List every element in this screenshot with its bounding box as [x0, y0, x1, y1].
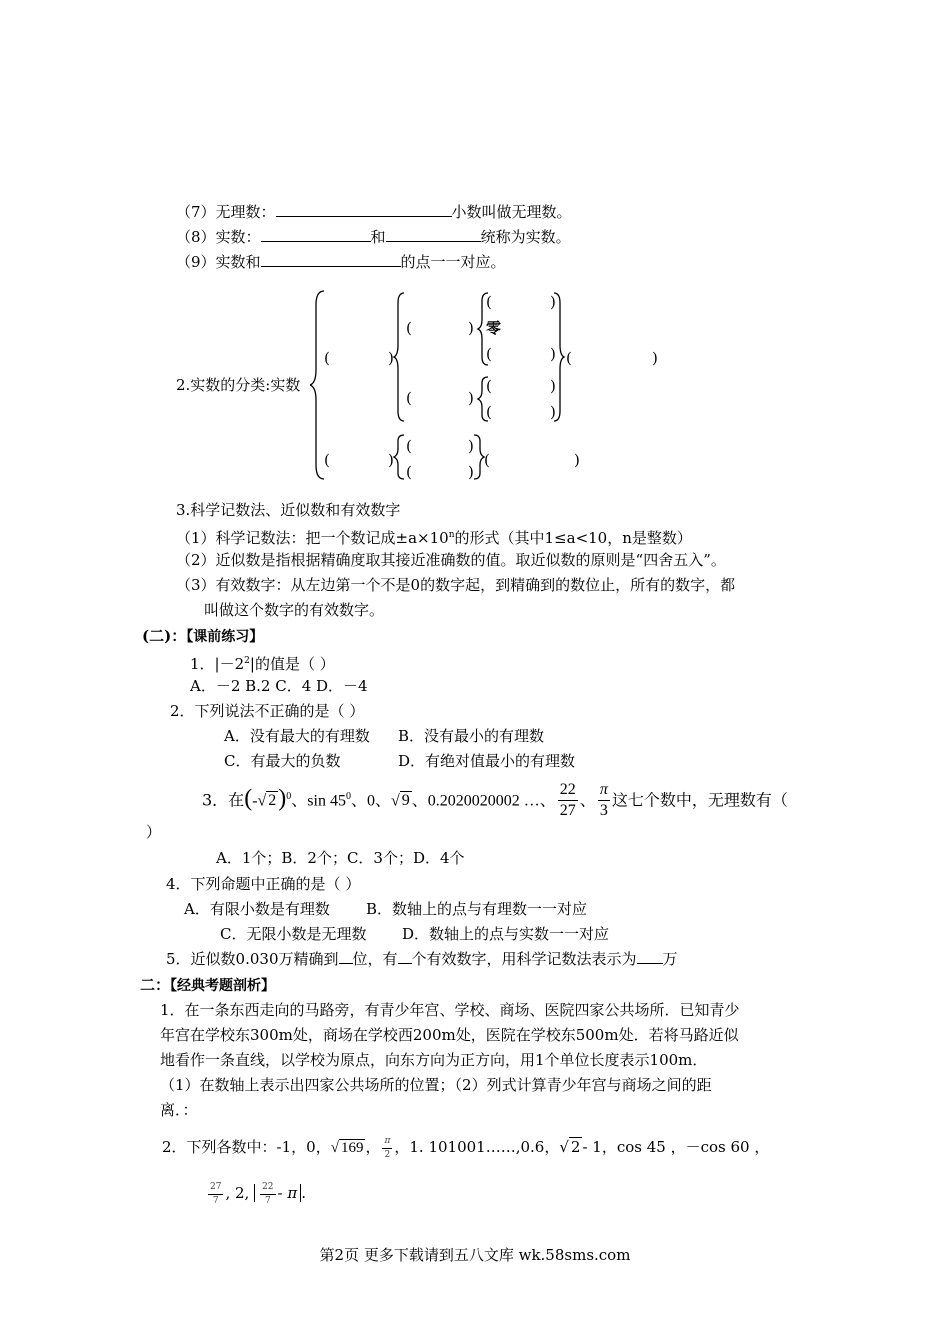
- practice-heading: (二)：【课前练习】: [142, 627, 264, 645]
- svg-text:): ): [652, 349, 658, 367]
- abs-expression: $\frac{22}{7}$ - π: [254, 1184, 301, 1202]
- practice-q4: 4．下列命题中正确的是（ ）: [166, 875, 361, 893]
- section3-item3-line2: 叫做这个数字的有效数字。: [204, 601, 385, 619]
- zero-label: 零: [486, 319, 502, 337]
- blank-q5c[interactable]: [637, 949, 663, 964]
- section3-item1: （1）科学记数法：把一个数记成$\pm a\times 10^n$的形式（其中1≤a<10，n是整数）: [176, 529, 692, 547]
- fraction-22-27: $\frac{22}{27}$: [559, 781, 576, 820]
- practice-q2-opt-c: C．有最大的负数: [224, 752, 341, 770]
- svg-text:(: (: [486, 377, 492, 395]
- section3-item3-line1: （3）有效数字：从左边第一个不是0的数字起，到精确到的数位止，所有的数字，都: [176, 576, 736, 594]
- analysis-p1-line2: 年宫在学校东300m处，商场在学校西200m处，医院在学校东500m处．若将马路近似: [160, 1026, 739, 1044]
- svg-text:(: (: [484, 451, 490, 469]
- practice-q3: 3．在(-√ 2)$^0$、$\sin 45^0$、0、√ 9 、0.2020020002 …、 $\frac{22}{27}$ 、 $\frac{\pi}{3}$ 这七个数中，无理数有（: [202, 781, 788, 820]
- item-8: （8）实数： 和 统称为实数。: [176, 228, 571, 246]
- svg-text:): ): [574, 451, 580, 469]
- svg-text:(: (: [406, 389, 412, 407]
- item-9: （9）实数和 的点一一对应。: [176, 253, 506, 271]
- practice-q4-opt-b: B．数轴上的点与有理数一一对应: [366, 900, 588, 918]
- practice-q2: 2．下列说法不正确的是（ ）: [170, 702, 365, 720]
- section3-item2: （2）近似数是指根据精确度取其接近准确数的值。取近似数的原则是“四舍五入”。: [176, 551, 726, 569]
- blank-8b[interactable]: [386, 227, 481, 242]
- analysis-p1-line1: 1．在一条东西走向的马路旁，有青少年宫、学校、商场、医院四家公共场所．已知青少: [160, 1001, 740, 1019]
- practice-q1: 1．$|-2^2|$的值是（ ）: [190, 655, 335, 673]
- svg-text:(: (: [486, 403, 492, 421]
- svg-text:(: (: [406, 463, 412, 481]
- svg-text:): ): [468, 319, 474, 337]
- svg-text:): ): [550, 377, 556, 395]
- analysis-p1-line4: （1）在数轴上表示出四家公共场所的位置；（2）列式计算青少年宫与商场之间的距: [160, 1076, 712, 1094]
- classification-label: 2.实数的分类:实数: [176, 376, 301, 394]
- paren-rational: (: [324, 349, 330, 367]
- fraction-pi-2: $\frac{\pi}{2}$: [384, 1135, 391, 1160]
- analysis-p1-line5: 离．：: [160, 1101, 198, 1119]
- practice-q4-opt-d: D．数轴上的点与实数一一对应: [402, 925, 610, 943]
- svg-text:): ): [550, 293, 556, 311]
- svg-text:): ): [550, 403, 556, 421]
- practice-q1-options: A．－2 B.2 C．4 D．－4: [190, 677, 368, 695]
- svg-text:(: (: [324, 451, 330, 469]
- practice-q4-opt-a: A．有限小数是有理数: [184, 900, 330, 918]
- practice-q2-opt-a: A．没有最大的有理数: [224, 727, 370, 745]
- svg-text:): ): [550, 345, 556, 363]
- page-footer: 第2页 更多下载请到五八文库 wk.58sms.com: [319, 1246, 631, 1264]
- practice-q2-opt-d: D．有绝对值最小的有理数: [398, 752, 576, 770]
- svg-text:): ): [468, 463, 474, 481]
- blank-8a[interactable]: [261, 227, 371, 242]
- blank-7[interactable]: [276, 202, 452, 217]
- fraction-27-7: $\frac{27}{7}$: [210, 1181, 222, 1206]
- svg-text:(: (: [486, 345, 492, 363]
- analysis-p2-line2: $\frac{27}{7}$ , 2, $\frac{22}{7}$ - π .: [210, 1181, 307, 1206]
- classification-diagram: [310, 285, 680, 485]
- svg-text:(: (: [566, 349, 572, 367]
- svg-text:(: (: [406, 437, 412, 455]
- analysis-heading: 二：【经典考题剖析】: [140, 976, 276, 994]
- svg-text:): ): [468, 389, 474, 407]
- svg-text:): ): [468, 437, 474, 455]
- practice-q3-options: A．1个；B．2个；C．3个；D．4个: [216, 849, 465, 867]
- item-7: （7）无理数： 小数叫做无理数。: [176, 203, 572, 221]
- analysis-p1-line3: 地看作一条直线，以学校为原点，向东方向为正方向，用1个单位长度表示100m．: [160, 1051, 708, 1069]
- practice-q2-opt-b: B．没有最小的有理数: [398, 727, 545, 745]
- practice-q4-opt-c: C．无限小数是无理数: [220, 925, 367, 943]
- blank-q5b[interactable]: [398, 949, 412, 964]
- blank-q5a[interactable]: [339, 949, 353, 964]
- practice-q5: 5．近似数0.030万精确到 位，有 个有效数字，用科学记数法表示为 万: [166, 950, 678, 968]
- svg-text:(: (: [486, 293, 492, 311]
- svg-text:(: (: [406, 319, 412, 337]
- svg-text:): ): [388, 349, 394, 367]
- svg-text:): ): [388, 451, 394, 469]
- practice-q3-close: ）: [146, 823, 162, 841]
- blank-9[interactable]: [261, 252, 401, 267]
- fraction-pi-3: $\frac{\pi}{3}$: [599, 781, 608, 820]
- section3-title: 3.科学记数法、近似数和有效数字: [176, 501, 401, 519]
- analysis-p2: 2．下列各数中：-1，0，√ 169 ， $\frac{\pi}{2}$ ，1. 101001……,0.6，√ 2 - 1，cos 45 ，－cos 60 ，: [162, 1135, 770, 1160]
